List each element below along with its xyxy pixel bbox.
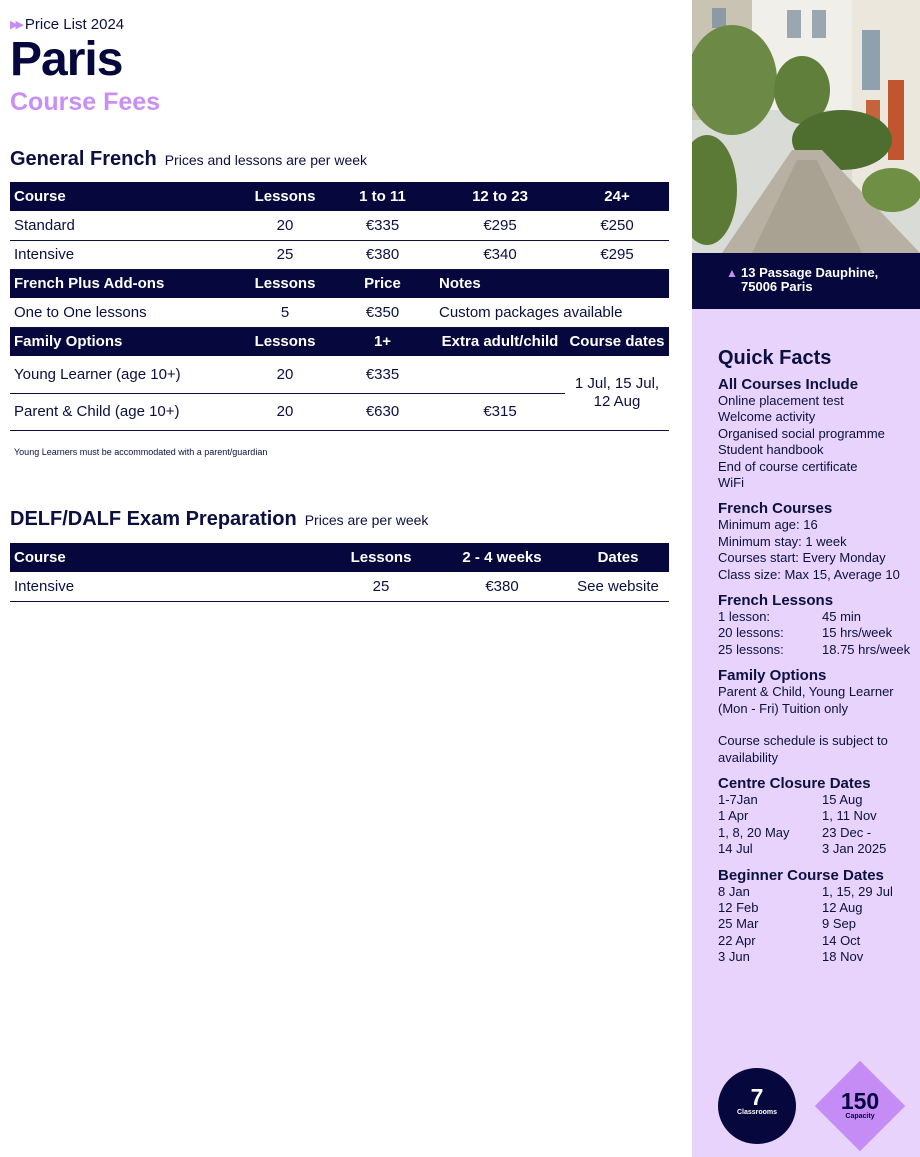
col-course: Course [10, 182, 240, 211]
table-row [10, 572, 669, 601]
list-item [718, 642, 918, 658]
cell: €295 [565, 240, 669, 269]
col-lessons: Lessons [240, 182, 330, 211]
general-french-table [10, 182, 669, 431]
cell: 20 [240, 211, 330, 240]
group-heading: All Courses Include [718, 376, 859, 393]
col-1-to-11: 1 to 11 [330, 182, 435, 211]
cell: €350 [330, 298, 435, 327]
capacity-label: Capacity [845, 1113, 875, 1120]
french-courses-group [718, 500, 918, 583]
list-item: (Mon - Fri) Tuition only [718, 700, 849, 716]
family-header-row [10, 327, 669, 356]
list-item: Minimum stay: 1 week [718, 533, 847, 549]
col-extra: Extra adult/child [435, 327, 565, 356]
list-item [718, 933, 918, 949]
delf-table [10, 543, 669, 602]
delf-heading [10, 508, 428, 531]
cell: 20 [240, 356, 330, 393]
address-bar [692, 253, 920, 309]
group-heading: French Courses [718, 500, 833, 518]
schedule-note: Course schedule is subject to availability [718, 733, 888, 765]
list-item [718, 792, 918, 808]
list-item [718, 609, 918, 625]
cell: Young Learner (age 10+) [10, 356, 240, 393]
address-line-2: 75006 Paris [741, 279, 813, 294]
col-weeks: 2 - 4 weeks [437, 543, 567, 572]
address-line-1: 13 Passage Dauphine, [741, 265, 879, 280]
double-chevron-icon: ▶▶ [10, 19, 21, 31]
list-item: Student handbook [718, 442, 824, 458]
cell: Parent & Child (age 10+) [10, 393, 240, 430]
col-1-plus: 1+ [330, 327, 435, 356]
table-row [10, 298, 669, 327]
general-french-heading [10, 148, 367, 171]
cell: 25 [240, 240, 330, 269]
col-12-to-23: 12 to 23 [435, 182, 565, 211]
classrooms-label: Classrooms [736, 1109, 778, 1116]
list-item [718, 884, 918, 900]
section-title: General French [10, 148, 157, 170]
date-left: 25 Mar [718, 916, 759, 932]
list-item: Minimum age: 16 [718, 517, 818, 533]
date-right: 23 Dec - [822, 824, 872, 840]
page-title: Paris [10, 33, 123, 86]
date-right: 3 Jan 2025 [822, 841, 887, 857]
sidebar [692, 0, 920, 1157]
cell: €380 [330, 240, 435, 269]
kicker-text: Price List 2024 [24, 16, 125, 33]
closure-dates-group [718, 775, 918, 858]
pair-value: 45 min [822, 609, 862, 625]
table-header-row [10, 543, 669, 572]
pair-key: 20 lessons: [718, 625, 784, 641]
list-item: Online placement test [718, 393, 844, 408]
date-left: 1, 8, 20 May [718, 824, 790, 840]
capacity-inner [814, 1089, 906, 1120]
list-item [718, 841, 918, 857]
col-notes: Notes [435, 269, 669, 298]
classrooms-badge [718, 1068, 796, 1144]
cell: 25 [325, 572, 437, 601]
list-item [718, 949, 918, 965]
cell: €335 [330, 356, 435, 393]
quick-facts [718, 346, 918, 975]
all-courses-group [718, 376, 918, 491]
col-lessons: Lessons [240, 269, 330, 298]
col-24-plus: 24+ [565, 182, 669, 211]
cell: One to One lessons [10, 298, 240, 327]
cell: €335 [330, 211, 435, 240]
col-price: Price [330, 269, 435, 298]
list-item [718, 808, 918, 824]
table-row [10, 356, 669, 393]
table-row [10, 240, 669, 269]
capacity-badge [814, 1060, 906, 1152]
col-lessons: Lessons [240, 327, 330, 356]
list-item: Welcome activity [718, 409, 816, 425]
date-left: 8 Jan [718, 883, 750, 899]
courtyard-illustration [692, 0, 920, 253]
col-lessons: Lessons [325, 543, 437, 572]
cell: 20 [240, 393, 330, 430]
col-addons: French Plus Add-ons [10, 269, 240, 298]
location-triangle-icon: ▲ [726, 266, 738, 280]
list-item [718, 625, 918, 641]
group-heading: Family Options [718, 667, 827, 685]
classrooms-count: 7 [750, 1084, 764, 1110]
cell: €295 [435, 211, 565, 240]
page-subtitle: Course Fees [10, 88, 161, 116]
cell: €315 [435, 393, 565, 430]
date-right: 14 Oct [822, 932, 861, 948]
list-item: Parent & Child, Young Learner [718, 684, 894, 700]
list-item: Organised social programme [718, 425, 885, 441]
date-left: 3 Jun [718, 949, 750, 965]
list-item [718, 825, 918, 841]
col-family-options: Family Options [10, 327, 240, 356]
beginner-dates-group [718, 867, 918, 966]
cell: Standard [10, 211, 240, 240]
pair-key: 1 lesson: [718, 609, 771, 625]
family-course-dates: 1 Jul, 15 Jul, 12 Aug [565, 356, 669, 430]
cell: 5 [240, 298, 330, 327]
addons-header-row [10, 269, 669, 298]
date-right: 9 Sep [822, 916, 856, 932]
cell [435, 356, 565, 393]
cell: €380 [437, 572, 567, 601]
list-item: Courses start: Every Monday [718, 550, 886, 566]
section-title: DELF/DALF Exam Preparation [10, 508, 297, 530]
cell: Custom packages available [435, 298, 669, 327]
kicker [10, 16, 124, 33]
family-options-group [718, 667, 918, 766]
table-header-row [10, 182, 669, 211]
col-course: Course [10, 543, 325, 572]
section-note: Prices are per week [304, 512, 429, 528]
list-item [718, 916, 918, 932]
french-lessons-group [718, 592, 918, 658]
date-left: 1 Apr [718, 808, 749, 824]
list-item [718, 900, 918, 916]
date-right: 18 Nov [822, 949, 864, 965]
group-heading: French Lessons [718, 592, 834, 610]
cell: Intensive [10, 240, 240, 269]
list-item: End of course certificate [718, 458, 858, 474]
col-dates: Dates [567, 543, 669, 572]
pair-value: 15 hrs/week [822, 625, 893, 641]
cell: €630 [330, 393, 435, 430]
cell: Intensive [10, 572, 325, 601]
group-heading: Beginner Course Dates [718, 866, 884, 884]
courtyard-photo [692, 0, 920, 253]
date-right: 1, 15, 29 Jul [822, 883, 893, 899]
date-left: 22 Apr [718, 932, 756, 948]
date-right: 15 Aug [822, 791, 863, 807]
col-course-dates: Course dates [565, 327, 669, 356]
quick-facts-title: Quick Facts [718, 347, 832, 369]
date-right: 1, 11 Nov [822, 808, 877, 824]
capacity-count: 150 [840, 1088, 880, 1114]
pair-key: 25 lessons: [718, 641, 784, 657]
cell: €340 [435, 240, 565, 269]
date-left: 12 Feb [718, 899, 759, 915]
footnote: Young Learners must be accommodated with a parent/guardian [14, 447, 268, 457]
table-row [10, 211, 669, 240]
pair-value: 18.75 hrs/week [822, 641, 911, 657]
date-right: 12 Aug [822, 899, 863, 915]
cell: €250 [565, 211, 669, 240]
date-left: 1-7Jan [718, 791, 758, 807]
list-item: Class size: Max 15, Average 10 [718, 566, 900, 582]
date-left: 14 Jul [718, 841, 753, 857]
group-heading: Centre Closure Dates [718, 774, 871, 792]
section-note: Prices and lessons are per week [164, 152, 368, 168]
cell: See website [567, 572, 669, 601]
list-item: WiFi [718, 475, 744, 491]
